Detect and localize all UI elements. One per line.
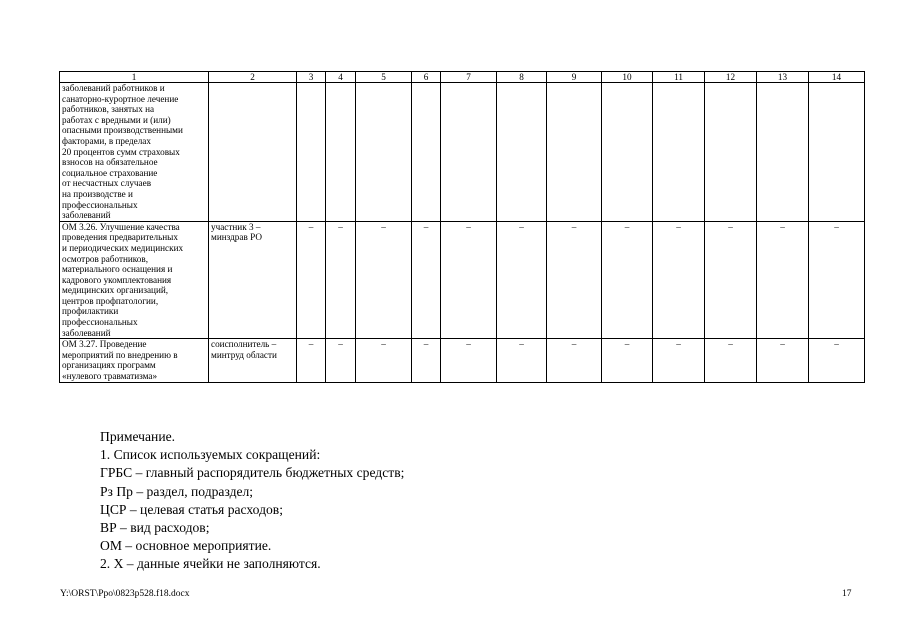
col-header: 1 <box>60 72 209 83</box>
description-line: ОМ 3.26. Улучшение качества <box>62 221 180 232</box>
value-cell <box>297 83 326 222</box>
description-line: профилактики <box>62 306 119 317</box>
value-cell <box>441 83 497 222</box>
value-cell <box>653 83 705 222</box>
col-header: 3 <box>297 72 326 83</box>
value-cell: – <box>705 339 757 382</box>
notes-block <box>100 428 404 574</box>
description-line: организациях программ <box>62 360 156 371</box>
col-header: 4 <box>326 72 356 83</box>
note-line: 2. Х – данные ячейки не заполняются. <box>100 556 321 572</box>
description-line: на производстве и <box>62 188 133 199</box>
value-cell <box>705 83 757 222</box>
description-line: заболеваний работников и <box>62 83 165 93</box>
value-cell: – <box>297 339 326 382</box>
value-cell: – <box>705 221 757 339</box>
value-cell: – <box>809 221 865 339</box>
value-cell: – <box>441 221 497 339</box>
value-cell: – <box>757 221 809 339</box>
table-header-row <box>60 72 865 83</box>
value-cell: – <box>441 339 497 382</box>
value-cell <box>326 83 356 222</box>
col-header: 9 <box>547 72 602 83</box>
notes-title: Примечание. <box>100 429 176 444</box>
row-description-cell <box>60 83 209 222</box>
description-line: от несчастных случаев <box>62 178 152 189</box>
value-cell: – <box>326 221 356 339</box>
note-line: ЦСР – целевая статья расходов; <box>100 501 283 517</box>
value-cell: – <box>297 221 326 339</box>
col-header: 5 <box>356 72 412 83</box>
row-executor-cell <box>209 83 297 222</box>
value-cell: – <box>653 339 705 382</box>
description-line: заболеваний <box>62 327 111 338</box>
col-header: 13 <box>757 72 809 83</box>
description-line: проведения предварительных <box>62 232 178 243</box>
note-line: ВР – вид расходов; <box>100 520 210 536</box>
col-header: 12 <box>705 72 757 83</box>
row-executor-cell <box>209 339 297 382</box>
description-line: центров профпатологии, <box>62 295 159 306</box>
note-line: ГРБС – главный распорядитель бюджетных средств; <box>100 465 405 481</box>
description-line: профессиональных <box>62 199 138 210</box>
table-body <box>60 83 865 383</box>
description-line: санаторно-курортное лечение <box>62 93 179 104</box>
table-row <box>60 339 865 382</box>
table-row <box>60 221 865 339</box>
description-line: осмотров работников, <box>62 253 149 264</box>
value-cell: – <box>757 339 809 382</box>
description-line: материального оснащения и <box>62 264 173 275</box>
description-line: работников, занятых на <box>62 104 155 115</box>
col-header: 8 <box>497 72 547 83</box>
executor-line: минздрав РО <box>211 232 262 243</box>
executor-line: минтруд области <box>211 349 277 360</box>
col-header: 10 <box>602 72 653 83</box>
row-executor-cell <box>209 221 297 339</box>
value-cell: – <box>653 221 705 339</box>
description-line: медицинских организаций, <box>62 285 169 296</box>
row-description-cell <box>60 339 209 382</box>
value-cell: – <box>497 221 547 339</box>
budget-table <box>59 71 865 383</box>
col-header: 7 <box>441 72 497 83</box>
value-cell: – <box>356 221 412 339</box>
footer-file-path: Y:\ORST\Ppo\0823p528.f18.docx <box>60 589 190 599</box>
note-line: 1. Список используемых сокращений: <box>100 447 321 463</box>
value-cell: – <box>547 221 602 339</box>
value-cell: – <box>547 339 602 382</box>
value-cell: – <box>602 221 653 339</box>
value-cell <box>757 83 809 222</box>
col-header: 14 <box>809 72 865 83</box>
description-line: факторами, в пределах <box>62 135 151 146</box>
note-line: ОМ – основное мероприятие. <box>100 538 272 554</box>
col-header: 2 <box>209 72 297 83</box>
table-row <box>60 83 865 222</box>
value-cell <box>602 83 653 222</box>
description-line: профессиональных <box>62 317 138 328</box>
description-line: 20 процентов сумм страховых <box>62 146 180 157</box>
description-line: социальное страхование <box>62 167 158 178</box>
description-line: кадрового укомплектования <box>62 274 172 285</box>
value-cell: – <box>412 221 441 339</box>
value-cell: – <box>497 339 547 382</box>
value-cell: – <box>326 339 356 382</box>
description-line: ОМ 3.27. Проведение <box>62 339 147 350</box>
description-line: «нулевого травматизма» <box>62 371 158 382</box>
footer-page-number: 17 <box>842 589 852 599</box>
value-cell <box>547 83 602 222</box>
value-cell: – <box>412 339 441 382</box>
value-cell <box>412 83 441 222</box>
description-line: заболеваний <box>62 210 111 221</box>
value-cell <box>497 83 547 222</box>
description-line: опасными производственными <box>62 125 183 136</box>
description-line: взносов на обязательное <box>62 157 158 168</box>
value-cell <box>356 83 412 222</box>
value-cell <box>809 83 865 222</box>
executor-line: участник 3 – <box>211 221 261 232</box>
value-cell: – <box>356 339 412 382</box>
value-cell: – <box>809 339 865 382</box>
description-line: работах с вредными и (или) <box>62 114 171 125</box>
executor-line: соисполнитель – <box>211 339 277 350</box>
value-cell: – <box>602 339 653 382</box>
col-header: 6 <box>412 72 441 83</box>
col-header: 11 <box>653 72 705 83</box>
description-line: и периодических медицинских <box>62 242 184 253</box>
row-description-cell <box>60 221 209 339</box>
note-line: Рз Пр – раздел, подраздел; <box>100 483 254 499</box>
description-line: мероприятий по внедрению в <box>62 349 178 360</box>
